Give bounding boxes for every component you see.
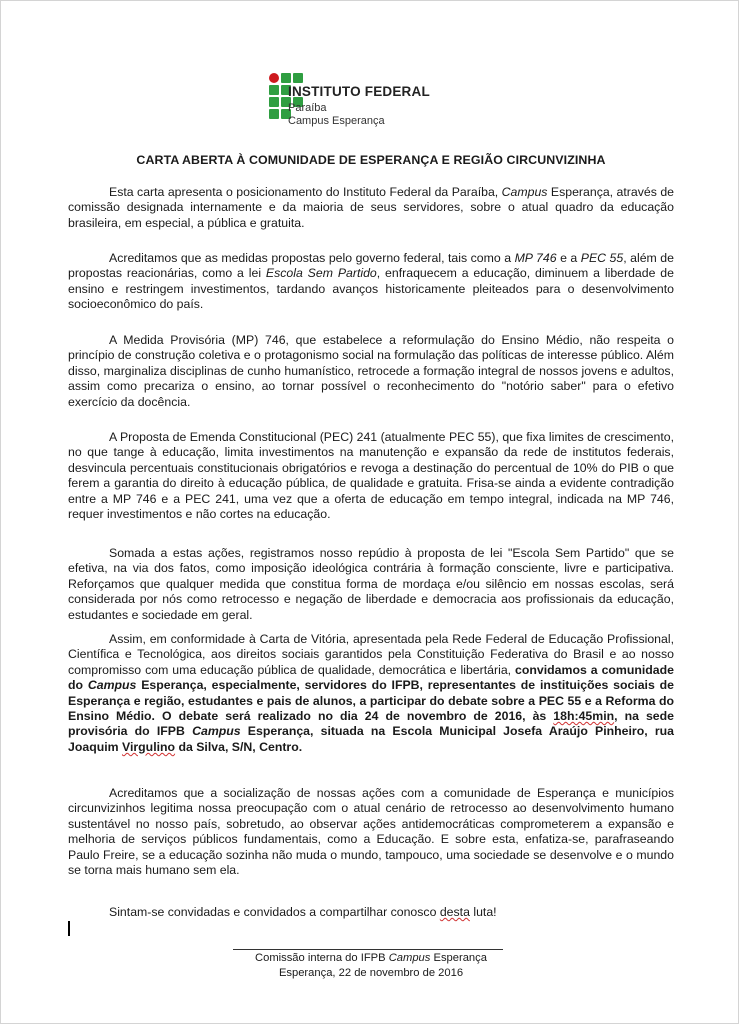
text-run: da Silva, S/N, Centro. xyxy=(175,739,303,754)
paragraph-1 xyxy=(68,185,674,231)
logo-square-icon xyxy=(269,85,279,95)
logo-square-icon xyxy=(269,109,279,119)
institute-logo xyxy=(269,73,489,129)
paragraph-4: A Proposta de Emenda Constitucional (PEC) 241 (atualmente PEC 55), que fixa limites de crescimento, no que tange à educação, limita investimentos na manutenção e expansão da rede de institutos federais, desvincula percentuais constitucionais obrigatórios e revoga a destinação do percentual de 10% do PIB o que ferem a garantia do direito à educação pública, de qualidade e gratuita. Frisa-se ainda a evidente contradição entre a MP 746 e a PEC 241, uma vez que a oferta de educação em tempo integral, indicada na MP 746, requer investimentos e não cortes na educação. xyxy=(68,430,674,522)
logo-title: INSTITUTO FEDERAL xyxy=(288,84,430,99)
paragraph-2 xyxy=(68,251,674,313)
paragraph-7: Acreditamos que a socialização de nossas ações com a comunidade de Esperança e municípios circunvizinhos legitima nossa preocupação com o atual cenário de retrocesso ao desenvolvimento humano sustentável no nosso país, sobretudo, ao observar ações antidemocráticas comprometerem a expansão e melhoria de serviços públicos fundamentais, como a Educação. E sobre esta, enfatiza-se, parafraseando Paulo Freire, se a educação sozinha não muda o mundo, tampouco, uma sociedade se desenvolve e o mundo se torna mais humano sem ela. xyxy=(68,786,674,878)
spellcheck-word: Virgulino xyxy=(121,739,176,754)
text-run: Esperança, através de comissão designada internamente e da maioria de seus servidores, sobre o atual quadro da educação brasileira, em especial, a pública e gratuita. xyxy=(68,185,674,230)
text-run: convidamos a comunidade do xyxy=(68,662,674,693)
logo-state: Paraíba xyxy=(288,102,327,114)
italic-run: Campus xyxy=(192,724,241,739)
italic-run: Campus xyxy=(501,185,548,199)
logo-circle-icon xyxy=(269,73,279,83)
paragraph-8 xyxy=(68,905,674,920)
italic-run: MP 746 xyxy=(514,251,557,265)
text-run: Esperança, situada na Escola Municipal Josefa Araújo Pinheiro, rua Joaquim xyxy=(68,724,674,754)
text-run: luta! xyxy=(469,905,497,919)
paragraph-3: A Medida Provisória (MP) 746, que estabelece a reformulação do Ensino Médio, não respeita o princípio de construção coletiva e o protagonismo social na formulação das políticas de interesse público. Além disso, marginaliza disciplinas de cunho humanístico, retrocede a formação integral de nossos jovens e adultos, assim como precariza o ensino, ao tornar possível o reconhecimento do "notório saber" para o efetivo exercício da docência. xyxy=(68,333,674,409)
spellcheck-word: desta xyxy=(439,905,470,919)
italic-run: Escola Sem Partido xyxy=(265,266,377,281)
text-run: , além de propostas reacionárias, como a lei xyxy=(68,251,674,281)
signature-committee xyxy=(161,952,581,964)
signature-line xyxy=(233,949,503,950)
logo-square-icon xyxy=(281,73,291,83)
text-run: , enfraquecem a educação, diminuem a liberdade de ensino e restringem investimentos, tardando avanços historicamente pleiteados para o desenvolvimento socioeconômico do país. xyxy=(68,266,674,312)
paragraph-6 xyxy=(68,632,674,755)
text-cursor[interactable] xyxy=(68,921,70,936)
text-run: Esperança, especialmente, servidores do IFPB, representantes de instituições sociais de Esperança e região, estudantes e pais de alunos, a participar do debate sobre a PEC 55 e a Reforma do Ensino Médio. O debate será realizado no dia 24 de novembro de 2016, às xyxy=(68,678,674,724)
letter-title: CARTA ABERTA À COMUNIDADE DE ESPERANÇA E REGIÃO CIRCUNVIZINHA xyxy=(136,153,606,167)
logo-square-icon xyxy=(269,97,279,107)
paragraph-5: Somada a estas ações, registramos nosso repúdio à proposta de lei "Escola Sem Partido" que se efetiva, na via dos fatos, como imposição ideológica contrária à formação consciente, livre e participativa. Reforçamos que qualquer medida que constitua forma de mordaça e/ou silêncio em nossas escolas, será considerada por nós como retrocesso e negação de liberdade e democracia aos profissionais da educação, estudantes e sociedade em geral. xyxy=(68,546,674,622)
text-run: Esperança xyxy=(430,952,487,964)
text-run: , na sede provisória do IFPB xyxy=(68,709,674,739)
text-run: Comissão interna do IFPB xyxy=(255,952,389,964)
text-run: Sintam-se convidadas e convidados a compartilhar conosco xyxy=(109,905,440,919)
logo-campus: Campus Esperança xyxy=(288,115,385,127)
signature-date: Esperança, 22 de novembro de 2016 xyxy=(278,967,464,979)
logo-square-icon xyxy=(293,73,303,83)
text-run: Acreditamos que as medidas propostas pelo governo federal, tais como a xyxy=(109,251,515,265)
italic-run: PEC 55 xyxy=(580,251,624,265)
text-run: Esta carta apresenta o posicionamento do Instituto Federal da Paraíba, xyxy=(109,185,502,199)
text-run: e a xyxy=(556,251,581,265)
italic-run: Campus xyxy=(87,678,137,693)
text-run: Assim, em conformidade à Carta de Vitória, apresentada pela Rede Federal de Educação Profissional, Científica e Tecnológica, aos direitos sociais garantidos pela Constituição Federativa do Brasil e ao nosso compromisso com uma educação pública de qualidade, democrática e libertária, xyxy=(68,632,674,677)
spellcheck-word: 18h:45min xyxy=(553,709,615,724)
italic-run: Campus xyxy=(388,952,431,964)
